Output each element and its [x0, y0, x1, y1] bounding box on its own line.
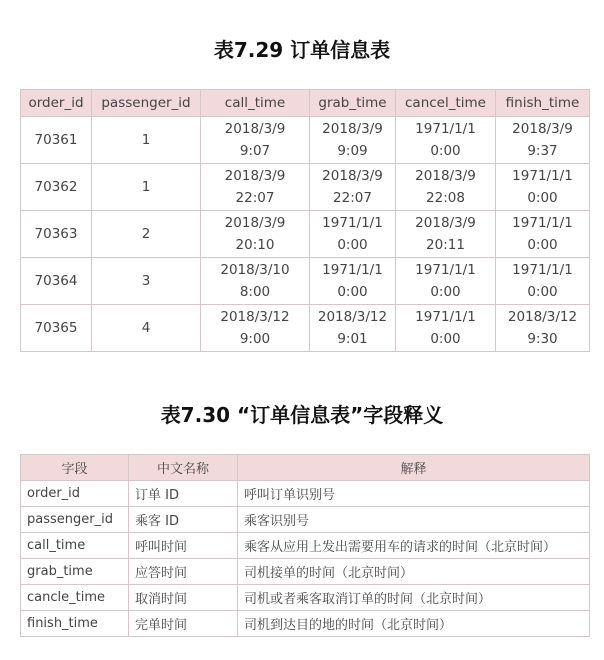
cell-chinese-name: 乘客 ID: [129, 507, 238, 533]
cell-chinese-name: 订单 ID: [129, 481, 238, 507]
date-text: 1971/1/1: [512, 215, 573, 231]
time-text: 20:10: [235, 237, 275, 253]
time-text: 8:00: [239, 284, 271, 300]
table-row: [21, 258, 590, 305]
cell-grab-time: [310, 211, 396, 258]
table-row: [21, 559, 590, 585]
table-row: [21, 481, 590, 507]
cell-chinese-name: 取消时间: [129, 585, 238, 611]
cell-finish-time: [496, 305, 590, 352]
date-text: 2018/3/10: [220, 262, 290, 278]
cell-call-time: [201, 258, 310, 305]
time-text: 0:00: [337, 237, 368, 253]
cell-finish-time: [496, 211, 590, 258]
cell-call-time: [201, 305, 310, 352]
cell-order-id: 70362: [21, 164, 92, 211]
table1-title: 表7.29 订单信息表: [213, 38, 391, 62]
date-text: 2018/3/9: [322, 168, 383, 184]
cell-explanation: 乘客从应用上发出需要用车的请求的时间（北京时间）: [238, 533, 590, 559]
cell-order-id: 70364: [21, 258, 92, 305]
cell-chinese-name: 完单时间: [129, 611, 238, 637]
time-text: 20:11: [426, 237, 465, 253]
header-chinese-name: 中文名称: [129, 455, 238, 481]
time-text: 0:00: [527, 284, 558, 300]
date-text: 2018/3/12: [220, 309, 290, 325]
date-text: 1971/1/1: [415, 121, 476, 137]
cell-cancel-time: [396, 211, 496, 258]
order-info-body: [21, 117, 590, 352]
time-text: 0:00: [527, 190, 558, 206]
field-definition-table: [20, 454, 590, 637]
field-definition-body: [21, 481, 590, 637]
cell-grab-time: [310, 305, 396, 352]
table-row: [21, 585, 590, 611]
time-text: 9:30: [527, 331, 558, 347]
cell-explanation: 司机到达目的地的时间（北京时间）: [238, 611, 590, 637]
cell-passenger-id: 1: [92, 164, 201, 211]
time-text: 22:07: [333, 190, 372, 206]
cell-explanation: 乘客识别号: [238, 507, 590, 533]
cell-passenger-id: 1: [92, 117, 201, 164]
table-row: [21, 211, 590, 258]
header-passenger-id: passenger_id: [92, 90, 201, 117]
header-finish-time: finish_time: [496, 90, 590, 117]
time-text: 0:00: [430, 331, 461, 347]
date-text: 1971/1/1: [415, 309, 476, 325]
date-text: 1971/1/1: [512, 168, 573, 184]
time-text: 22:08: [426, 190, 465, 206]
time-text: 0:00: [527, 237, 558, 253]
header-field: 字段: [21, 455, 129, 481]
date-text: 1971/1/1: [322, 262, 383, 278]
date-text: 2018/3/9: [415, 215, 476, 231]
cell-field: grab_time: [21, 559, 129, 585]
time-text: 0:00: [337, 284, 368, 300]
cell-cancel-time: [396, 258, 496, 305]
cell-passenger-id: 2: [92, 211, 201, 258]
cell-call-time: [201, 164, 310, 211]
cell-passenger-id: 4: [92, 305, 201, 352]
cell-explanation: 司机或者乘客取消订单的时间（北京时间）: [238, 585, 590, 611]
table-row: [21, 164, 590, 211]
date-text: 2018/3/9: [322, 121, 383, 137]
header-explanation: 解释: [238, 455, 590, 481]
date-text: 2018/3/12: [507, 309, 578, 325]
cell-order-id: 70361: [21, 117, 92, 164]
date-text: 1971/1/1: [512, 262, 573, 278]
cell-cancel-time: [396, 305, 496, 352]
cell-chinese-name: 呼叫时间: [129, 533, 238, 559]
time-text: 9:01: [337, 331, 368, 347]
table-row: [21, 117, 590, 164]
time-text: 9:00: [239, 331, 271, 347]
cell-finish-time: [496, 117, 590, 164]
date-text: 1971/1/1: [322, 215, 383, 231]
cell-field: finish_time: [21, 611, 129, 637]
cell-grab-time: [310, 117, 396, 164]
order-info-table: [20, 89, 590, 352]
table-row: [21, 611, 590, 637]
header-cancel-time: cancel_time: [396, 90, 496, 117]
cell-call-time: [201, 117, 310, 164]
header-grab-time: grab_time: [310, 90, 396, 117]
date-text: 2018/3/12: [317, 309, 388, 325]
cell-field: cancle_time: [21, 585, 129, 611]
date-text: 2018/3/9: [512, 121, 573, 137]
cell-passenger-id: 3: [92, 258, 201, 305]
cell-order-id: 70363: [21, 211, 92, 258]
cell-field: order_id: [21, 481, 129, 507]
table-row: [21, 507, 590, 533]
cell-field: call_time: [21, 533, 129, 559]
header-call-time: call_time: [201, 90, 310, 117]
date-text: 2018/3/9: [224, 121, 286, 137]
date-text: 2018/3/9: [224, 215, 286, 231]
time-text: 9:07: [239, 143, 271, 159]
cell-finish-time: [496, 258, 590, 305]
table-header-row: [21, 90, 590, 117]
cell-cancel-time: [396, 164, 496, 211]
time-text: 0:00: [430, 284, 461, 300]
cell-finish-time: [496, 164, 590, 211]
time-text: 0:00: [430, 143, 461, 159]
cell-order-id: 70365: [21, 305, 92, 352]
time-text: 9:37: [527, 143, 558, 159]
date-text: 2018/3/9: [224, 168, 286, 184]
header-order-id: order_id: [21, 90, 92, 117]
cell-chinese-name: 应答时间: [129, 559, 238, 585]
table-row: [21, 533, 590, 559]
time-text: 22:07: [235, 190, 275, 206]
time-text: 9:09: [337, 143, 368, 159]
date-text: 1971/1/1: [415, 262, 476, 278]
cell-field: passenger_id: [21, 507, 129, 533]
table-row: [21, 305, 590, 352]
cell-cancel-time: [396, 117, 496, 164]
cell-explanation: 呼叫订单识别号: [238, 481, 590, 507]
table2-title: 表7.30 “订单信息表”字段释义: [160, 403, 444, 427]
date-text: 2018/3/9: [415, 168, 476, 184]
cell-explanation: 司机接单的时间（北京时间）: [238, 559, 590, 585]
cell-grab-time: [310, 258, 396, 305]
cell-grab-time: [310, 164, 396, 211]
table-header-row: [21, 455, 590, 481]
cell-call-time: [201, 211, 310, 258]
